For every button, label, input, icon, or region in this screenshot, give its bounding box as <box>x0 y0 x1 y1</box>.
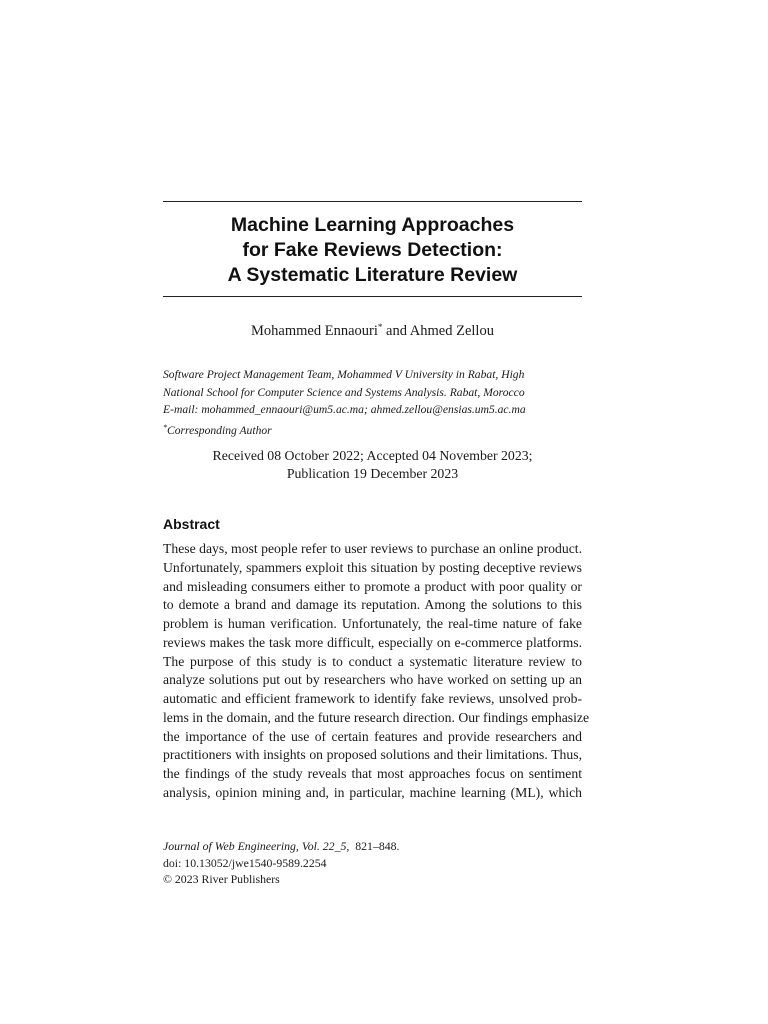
affiliation-email[interactable]: E-mail: mohammed_ennaouri@um5.ac.ma; ahmed.zellou@ensias.um5.ac.ma <box>163 403 526 416</box>
title-top-rule <box>163 201 582 202</box>
publication-dates <box>163 447 582 482</box>
author-connector: and <box>382 323 410 339</box>
abstract-line: the findings of the study reveals that most approaches focus on sentiment <box>163 766 582 781</box>
corresponding-author-mark: * <box>377 322 383 332</box>
doi[interactable]: doi: 10.13052/jwe1540-9589.2254 <box>163 855 327 870</box>
publication-footer <box>163 838 582 888</box>
abstract-line: Unfortunately, spammers exploit this situation by posting deceptive reviews <box>163 559 582 575</box>
author-list <box>163 318 582 340</box>
corresponding-author-note <box>163 419 593 440</box>
affiliation-line-1: Software Project Management Team, Mohammed V University in Rabat, High <box>163 368 525 381</box>
abstract-heading: Abstract <box>163 516 220 532</box>
corresponding-note-text: Corresponding Author <box>167 423 272 437</box>
author-2: Ahmed Zellou <box>409 323 494 339</box>
affiliation-block <box>163 366 593 439</box>
abstract-line: problem is human verification. Unfortunately, the real-time nature of fake <box>163 616 582 631</box>
abstract-line: The purpose of this study is to conduct a systematic literature review to <box>163 653 582 669</box>
title-line-1: Machine Learning Approaches <box>230 214 515 236</box>
paper-title <box>163 213 582 288</box>
abstract-body <box>163 540 590 803</box>
journal-citation <box>163 838 582 855</box>
copyright: © 2023 River Publishers <box>163 872 280 886</box>
abstract-line: These days, most people refer to user reviews to purchase an online product. <box>163 541 582 556</box>
abstract-line: analyze solutions put out by researchers who have worked on setting up an <box>163 672 582 688</box>
dates-line-2: Publication 19 December 2023 <box>286 465 459 481</box>
abstract-line: analysis, opinion mining and, in particular, machine learning (ML), which <box>163 784 582 800</box>
abstract-line: reviews makes the task more difficult, especially on e-commerce platforms. <box>163 634 582 650</box>
dates-line-1: Received 08 October 2022; Accepted 04 November 2023; <box>212 448 533 463</box>
abstract-line: lems in the domain, and the future research direction. Our findings emphasize <box>163 709 590 725</box>
title-line-3: A Systematic Literature Review <box>227 264 518 286</box>
corresponding-note-mark: * <box>163 422 167 432</box>
abstract-line: to demote a brand and damage its reputation. Among the solutions to this <box>163 597 582 613</box>
author-1: Mohammed Ennaouri <box>251 323 378 339</box>
abstract-line: the importance of the use of certain features and provide researchers and <box>163 728 582 744</box>
affiliation-line-2: National School for Computer Science and Systems Analysis. Rabat, Morocco <box>163 385 525 399</box>
title-bottom-rule <box>163 296 582 297</box>
abstract-line: practitioners with insights on proposed solutions and their limitations. Thus, <box>163 747 582 763</box>
page-range: 821–848. <box>355 839 400 853</box>
title-line-2: for Fake Reviews Detection: <box>242 239 503 261</box>
abstract-line: automatic and efficient framework to identify fake reviews, unsolved prob- <box>163 691 582 706</box>
journal-name: Journal of Web Engineering, Vol. 22_5, <box>163 839 350 853</box>
abstract-line: and misleading consumers either to promote a product with poor quality or <box>163 578 582 594</box>
